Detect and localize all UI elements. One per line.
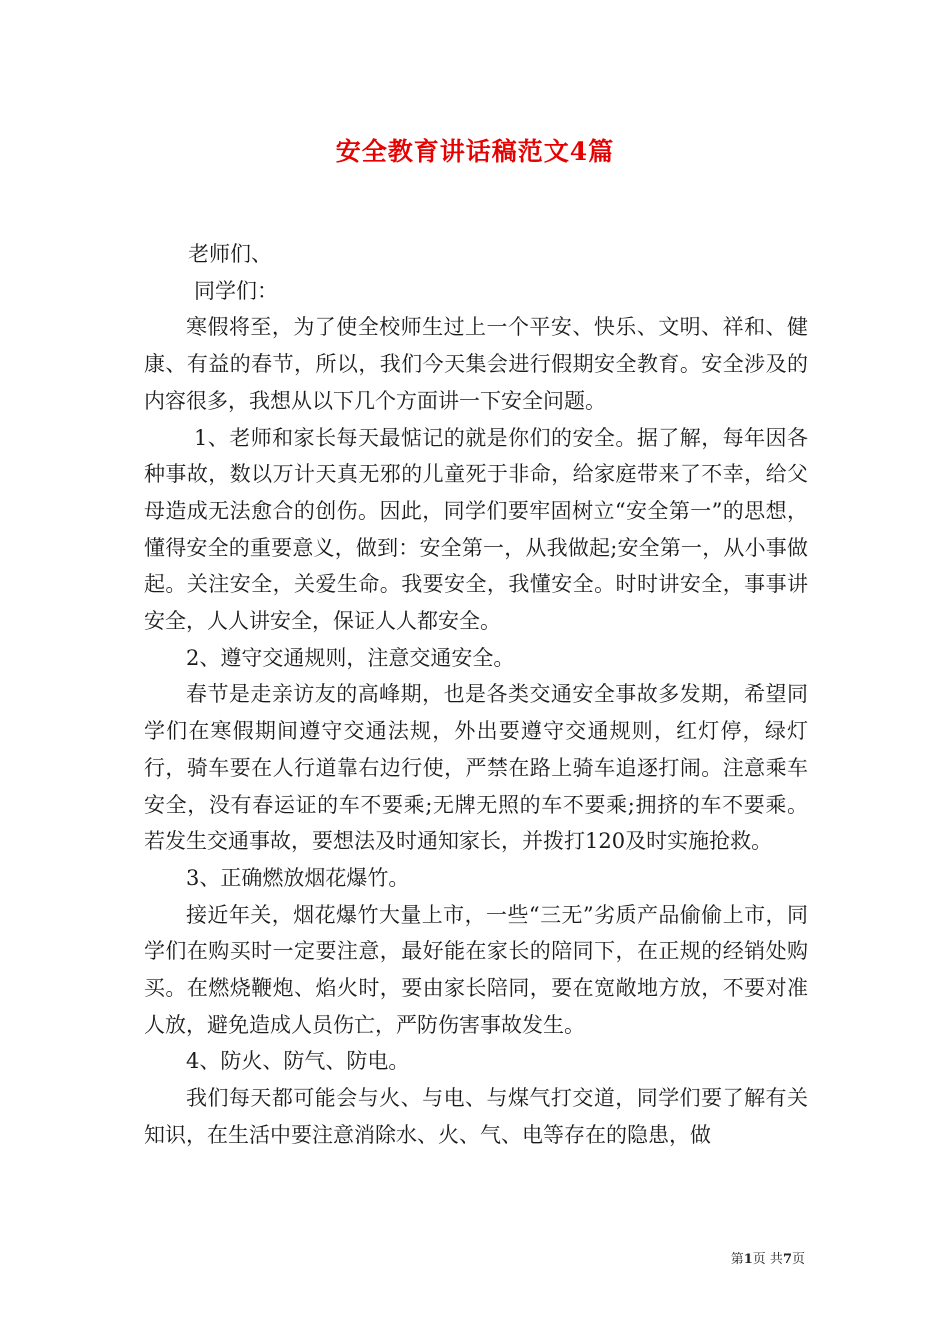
page-number-footer xyxy=(731,1248,805,1267)
heading-point-4: 4、防火、防气、防电。 xyxy=(186,1049,410,1074)
paragraph-fireworks: 接近年关，烟花爆竹大量上市，一些“三无”劣质产品偷偷上市，同学们在购买时一定要注意，最好能在家长的陪同下，在正规的经销处购买。在燃烧鞭炮、焰火时，要由家长陪同，要在宽敞地方放，不要对准人放，避免造成人员伤亡，严防伤害事故发生。 xyxy=(144,902,808,1037)
document-body xyxy=(144,236,808,1154)
paragraph-traffic: 春节是走亲访友的高峰期，也是各类交通安全事故多发期，希望同学们在寒假期间遵守交通法规，外出要遵守交通规则，红灯停，绿灯行，骑车要在人行道靠右边行使，严禁在路上骑车追逐打闹。注意乘车安全，没有春运证的车不要乘;无牌无照的车不要乘;拥挤的车不要乘。若发生交通事故，要想法及时通知家长，并拨打120及时实施抢救。 xyxy=(144,682,808,854)
paragraph-intro: 寒假将至，为了使全校师生过上一个平安、快乐、文明、祥和、健康、有益的春节，所以，我们今天集会进行假期安全教育。安全涉及的内容很多，我想从以下几个方面讲一下安全问题。 xyxy=(144,315,808,413)
footer-current-page: 1 xyxy=(743,1252,753,1267)
salutation-students: 同学们： xyxy=(194,278,278,303)
footer-suffix: 页 xyxy=(791,1252,805,1267)
heading-point-2: 2、遵守交通规则，注意交通安全。 xyxy=(186,645,515,670)
paragraph-point-1: 1、老师和家长每天最惦记的就是你们的安全。据了解，每年因各种事故，数以万计天真无邪的儿童死于非命，给家庭带来了不幸，给父母造成无法愈合的创伤。因此，同学们要牢固树立“安全第一”的思想，懂得安全的重要意义，做到：安全第一，从我做起;安全第一，从小事做起。关注安全，关爱生命。我要安全，我懂安全。时时讲安全，事事讲安全，人人讲安全，保证人人都安全。 xyxy=(144,425,808,634)
page-title: 安全教育讲话稿范文4篇 xyxy=(335,137,615,166)
footer-middle: 页 共 xyxy=(752,1252,783,1267)
footer-prefix: 第 xyxy=(730,1252,744,1267)
salutation-teachers: 老师们、 xyxy=(188,242,272,266)
paragraph-fire-gas-electricity: 我们每天都可能会与火、与电、与煤气打交道，同学们要了解有关知识，在生活中要注意消除水、火、气、电等存在的隐患，做 xyxy=(144,1086,808,1147)
footer-total-pages: 7 xyxy=(782,1252,792,1267)
heading-point-3: 3、正确燃放烟花爆竹。 xyxy=(186,865,410,890)
